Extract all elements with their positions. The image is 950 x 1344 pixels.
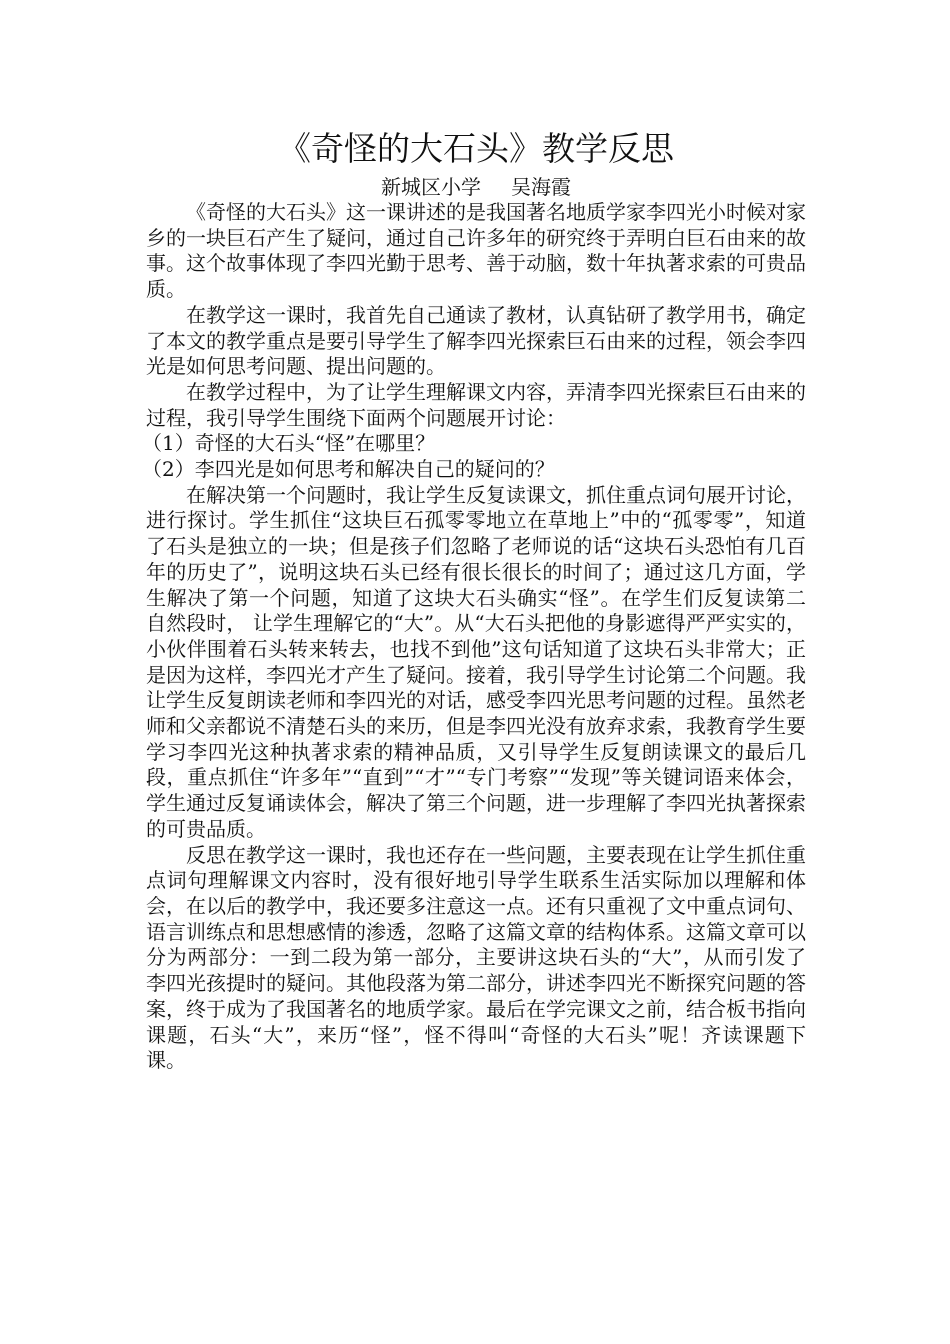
paragraph-preparation: 在教学这一课时，我首先自己通读了教材，认真钻研了教学用书，确定了本文的教学重点是要引导学生了解李四光探索巨石由来的过程，领会李四光是如何思考问题、提出问题的。 — [146, 302, 806, 379]
author-name: 吴海霞 — [511, 175, 571, 199]
document-title: 《奇怪的大石头》教学反思 — [278, 129, 674, 168]
school-name: 新城区小学 — [381, 175, 481, 199]
byline — [146, 174, 806, 200]
question-two: （2）李四光是如何思考和解决自己的疑问的？ — [142, 457, 555, 482]
question-one: （1）奇怪的大石头“怪”在哪里？ — [142, 431, 436, 456]
paragraph-process: 在教学过程中，为了让学生理解课文内容，弄清李四光探索巨石由来的过程，我引导学生围绕下面两个问题展开讨论： — [146, 379, 806, 430]
document-page — [142, 126, 806, 1074]
paragraph-discussion: 在解决第一个问题时，我让学生反复读课文，抓住重点词句展开讨论，进行探讨。学生抓住“这块巨石孤零零地立在草地上”中的“孤零零”，知道了石头是独立的一块；但是孩子们忽略了老师说的话“这块石头恐怕有几百年的历史了”，说明这块石头已经有很长很长的时间了；通过这几方面，学生解决了第一个问题，知道了这块大石头确实“怪”。在学生们反复读第二自然段时， 让学生理解它的“大”。从“大石头把他的身影遮得严严实实的，小伙伴围着石头转来转去，也找不到他”这句话知道了这块石头非常大；正是因为这样，李四光才产生了疑问。接着，我引导学生讨论第二个问题。我让学生反复朗读老师和李四光的对话，感受李四光思考问题的过程。虽然老师和父亲都说不清楚石头的来历，但是李四光没有放弃求索，我教育学生要学习李四光这种执著求索的精神品质，又引导学生反复朗读课文的最后几段，重点抓住“许多年”“直到”“才”“专门考察”“发现”等关键词语来体会，学生通过反复诵读体会，解决了第三个问题，进一步理解了李四光执著探索的可贵品质。 — [146, 482, 806, 841]
paragraph-intro: 《奇怪的大石头》这一课讲述的是我国著名地质学家李四光小时候对家乡的一块巨石产生了疑问，通过自己许多年的研究终于弄明白巨石由来的故事。这个故事体现了李四光勤于思考、善于动脑，数十年执著求索的可贵品质。 — [146, 200, 806, 302]
paragraph-reflection: 反思在教学这一课时，我也还存在一些问题，主要表现在让学生抓住重点词句理解课文内容时，没有很好地引导学生联系生活实际加以理解和体会，在以后的教学中，我还要多注意这一点。还有只重视了文中重点词句、语言训练点和思想感情的渗透，忽略了这篇文章的结构体系。这篇文章可以分为两部分：一到二段为第一部分，主要讲这块石头的“大”，从而引发了李四光孩提时的疑问。其他段落为第二部分，讲述李四光不断探究问题的答案，终于成为了我国著名的地质学家。最后在学完课文之前，结合板书指向课题，石头“大”，来历“怪”，怪不得叫“奇怪的大石头”呢！齐读课题下课。 — [146, 842, 806, 1073]
